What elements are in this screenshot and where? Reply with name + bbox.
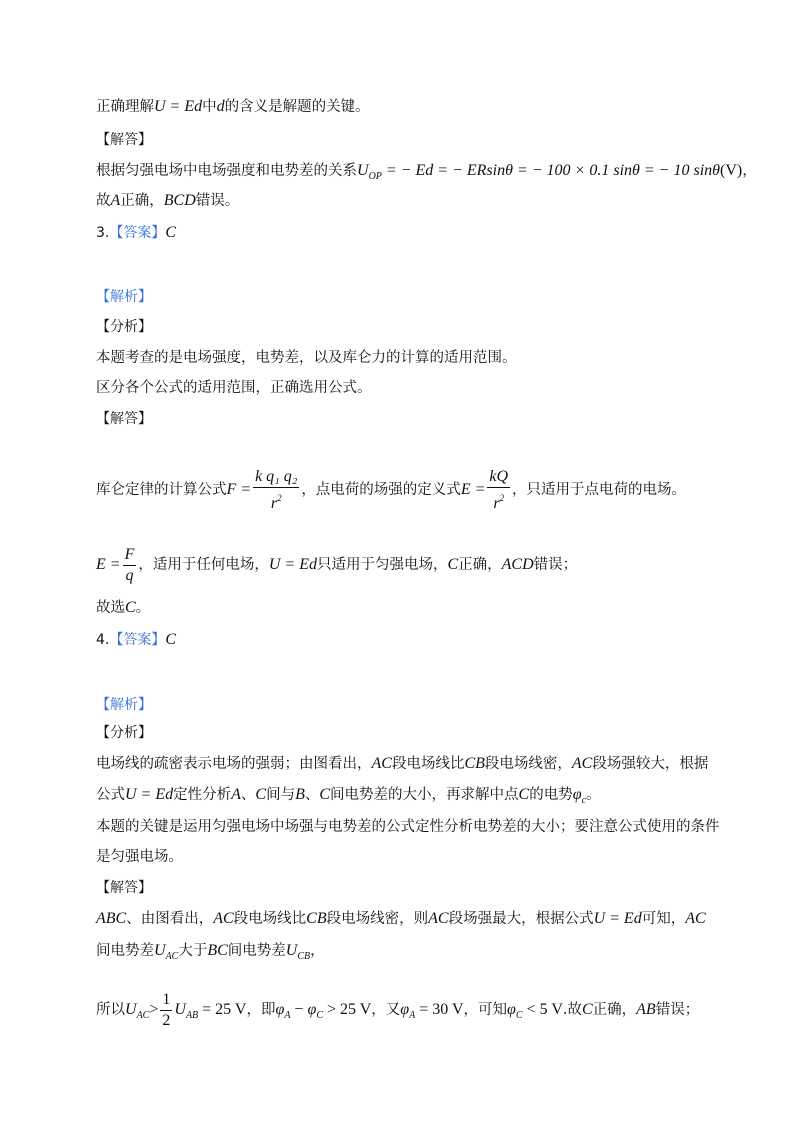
solution-text-1: 根据匀强电场中电场强度和电势差的关系$U_{OP}$ = − Ed = − ERsinθ = − 100 × 0.1 sinθ = − 10 sinθ(V)， — [96, 162, 757, 182]
half-fraction: $\frac{1}{2}$ — [162, 990, 171, 1029]
solution-text-7: 间电势差$U_{AC}$大于BC间电势差$U_{CB}$， — [96, 942, 325, 962]
analysis-text-7: 是匀强电场。 — [96, 849, 183, 865]
answer-label: 【答案】 — [109, 632, 166, 648]
analysis-text-2: 本题考查的是电场强度，电势差，以及库仑力的计算的适用范围。 — [96, 350, 517, 366]
section-heading-fenxi: 【分析】 — [96, 319, 152, 335]
section-heading-answer: 【解答】 — [96, 411, 152, 427]
text: 的含义是解题的关键。 — [224, 99, 370, 115]
text: 中 — [202, 99, 217, 115]
solution-text-3: 库仑定律的计算公式F = $\frac{\text{k q₁ q₂}}{r^2}$ ，点电荷的场强的定义式E = $\frac{kQ}{r^2}$ ，只适用于点电荷的电场。 — [96, 467, 687, 512]
formula-uop: = − Ed = − ERsinθ = − 100 × 0.1 sinθ = − 10 sinθ — [381, 162, 720, 179]
analysis-text-5: 公式U = Ed定性分析A、C间与B、C间电势差的大小，再求解中点C的电势$\varphi_c$。 — [96, 786, 601, 806]
var-d: d — [216, 98, 225, 115]
answer-value: C — [165, 631, 177, 648]
text: 正确理解 — [96, 99, 154, 115]
section-heading-jiexi: 【解析】 — [96, 289, 152, 305]
section-heading-answer: 【解答】 — [96, 132, 152, 148]
analysis-text-1 — [96, 96, 370, 118]
section-heading-fenxi: 【分析】 — [96, 725, 152, 741]
coulomb-fraction: $\frac{\text{k q₁ q₂}}{r^2}$ — [255, 467, 298, 512]
field-fraction: $\frac{F}{q}$ — [124, 545, 135, 584]
question-3-answer: 3.【答案】C — [96, 224, 177, 241]
var-U: U — [357, 162, 369, 179]
answer-value: C — [165, 224, 177, 241]
analysis-text-6: 本题的关键是运用匀强电场中场强与电势差的公式定性分析电势差的大小；要注意公式使用的条件 — [96, 819, 720, 835]
solution-text-2: 故A正确，BCD错误。 — [96, 192, 240, 209]
formula-u-ed: U = Ed — [154, 98, 203, 115]
solution-text-4: E = $\frac{F}{q}$ ，适用于任何电场，U = Ed只适用于匀强电场，C正确，ACD错误； — [96, 545, 578, 584]
answer-label: 【答案】 — [109, 225, 166, 241]
solution-text-8: 所以$U_{AC}>$ $\frac{1}{2}$ $U_{AB} = 25$ V，即$\varphi_A - \varphi_C > 25$ V，又$\varphi_A = 30$ V，可知$\varphi_C < 5$ V.故C正确，AB错误； — [96, 990, 700, 1029]
section-heading-jiexi: 【解析】 — [96, 697, 152, 713]
analysis-text-4: 电场线的疏密表示电场的强弱；由图看出，AC段电场线比CB段电场线密，AC段场强较大，根据 — [96, 755, 709, 772]
point-charge-fraction: $\frac{kQ}{r^2}$ — [489, 467, 509, 512]
section-heading-answer: 【解答】 — [96, 880, 152, 896]
solution-text-6: ABC、由图看出，AC段电场线比CB段电场线密，则AC段场强最大，根据公式U = Ed可知，AC — [96, 910, 706, 927]
question-4-answer: 4.【答案】C — [96, 631, 177, 648]
analysis-text-3: 区分各个公式的适用范围，正确选用公式。 — [96, 380, 372, 396]
solution-text-5: 故选C。 — [96, 599, 151, 616]
